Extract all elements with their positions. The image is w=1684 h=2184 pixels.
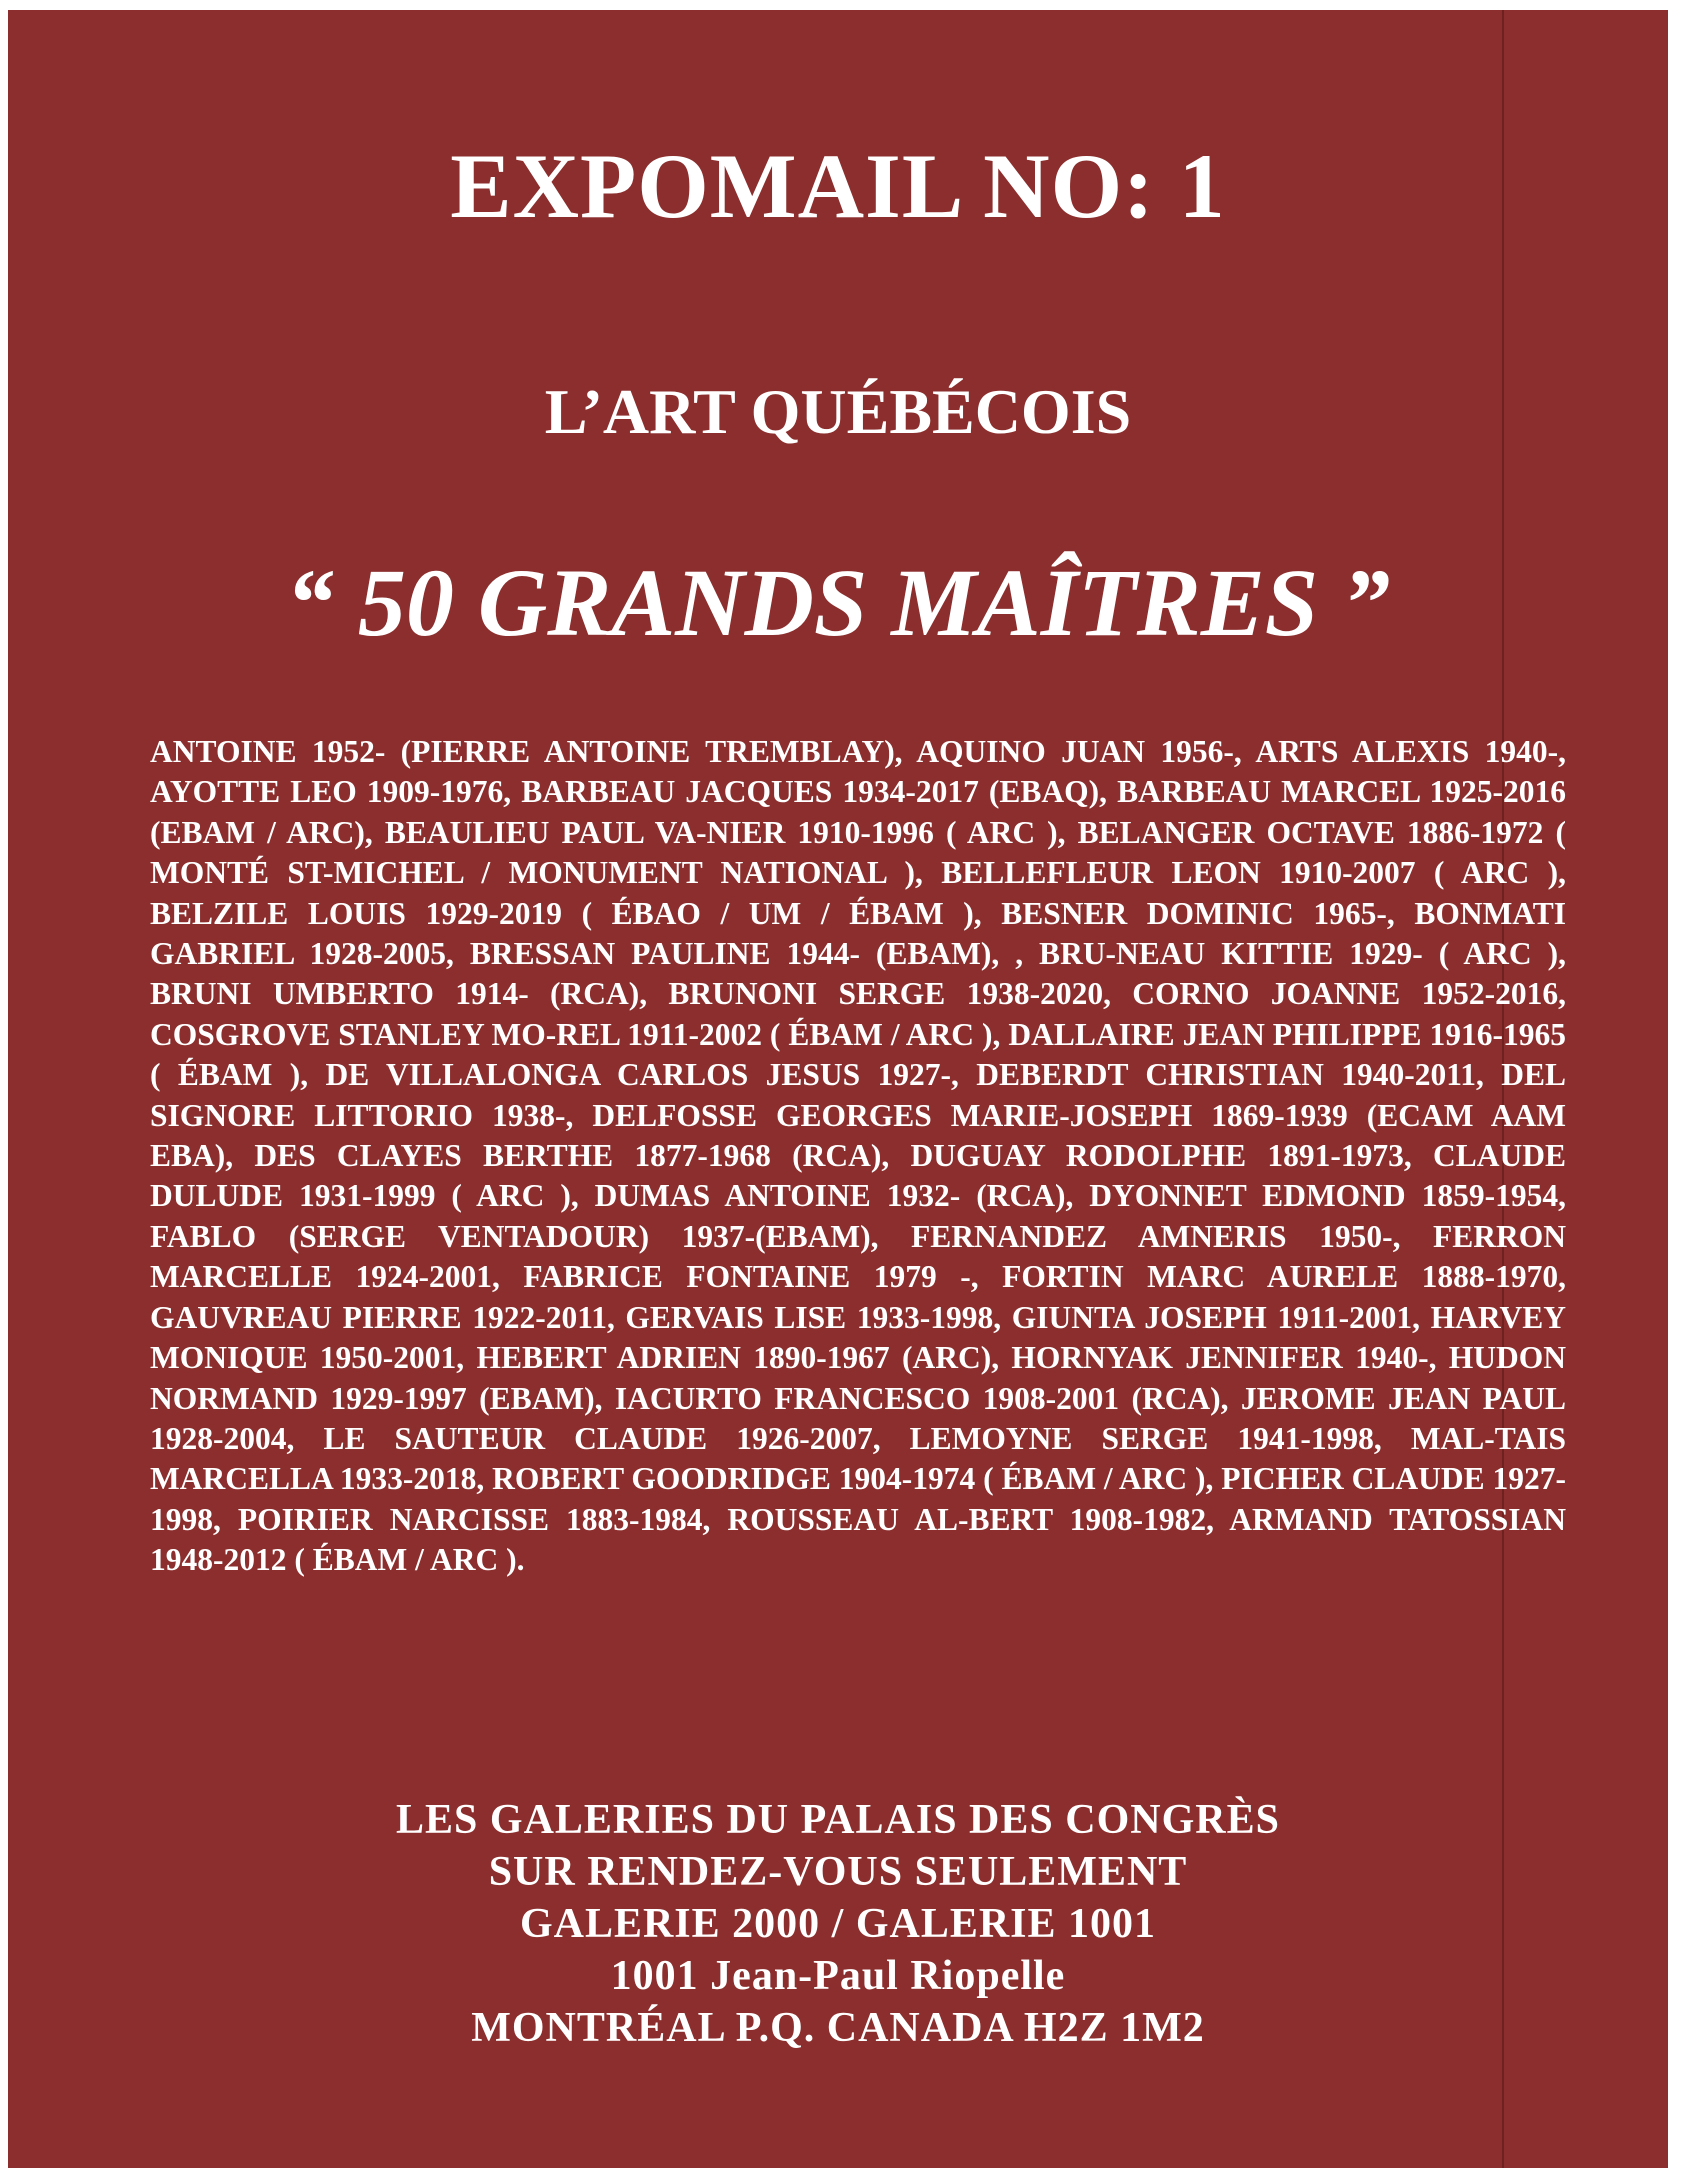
appointment-note: SUR RENDEZ-VOUS SEULEMENT: [488, 1849, 1188, 1895]
poster-title: EXPOMAIL NO: 1: [450, 135, 1226, 237]
poster-headline: “ 50 GRANDS MAÎTRES ”: [285, 549, 1391, 656]
poster-subtitle: L’ART QUÉBÉCOIS: [544, 376, 1132, 447]
city-postal: MONTRÉAL P.Q. CANADA H2Z 1M2: [471, 2005, 1205, 2051]
artists-list: ANTOINE 1952- (PIERRE ANTOINE TREMBLAY), AQUINO JUAN 1956-, ARTS ALEXIS 1940-, AYOTTE LEO 1909-1976, BARBEAU JACQUES 1934-2017 (EBAQ), BARBEAU MARCEL 1925-2016 (EBAM / ARC), BEAULIEU PAUL VA-NIER 1910-1996 ( ARC ), BELANGER OCTAVE 1886-1972 ( MONTÉ ST-MICHEL / MONUMENT NATIONAL ), BELLEFLEUR LEON 1910-2007 ( ARC ), BELZILE LOUIS 1929-2019 ( ÉBAO / UM / ÉBAM ), BESNER DOMINIC 1965-, BONMATI GABRIEL 1928-2005, BRESSAN PAULINE 1944- (EBAM), , BRU-NEAU KITTIE 1929- ( ARC ), BRUNI UMBERTO 1914- (RCA), BRUNONI SERGE 1938-2020, CORNO JOANNE 1952-2016, COSGROVE STANLEY MO-REL 1911-2002 ( ÉBAM / ARC ), DALLAIRE JEAN PHILIPPE 1916-1965 ( ÉBAM ), DE VILLALONGA CARLOS JESUS 1927-, DEBERDT CHRISTIAN 1940-2011, DEL SIGNORE LITTORIO 1938-, DELFOSSE GEORGES MARIE-JOSEPH 1869-1939 (ECAM AAM EBA), DES CLAYES BERTHE 1877-1968 (RCA), DUGUAY RODOLPHE 1891-1973, CLAUDE DULUDE 1931-1999 ( ARC ), DUMAS ANTOINE 1932- (RCA), DYONNET EDMOND 1859-1954, FABLO (SERGE VENTADOUR) 1937-(EBAM), FERNANDEZ AMNERIS 1950-, FERRON MARCELLE 1924-2001, FABRICE FONTAINE 1979 -, FORTIN MARC AURELE 1888-1970, GAUVREAU PIERRE 1922-2011, GERVAIS LISE 1933-1998, GIUNTA JOSEPH 1911-2001, HARVEY MONIQUE 1950-2001, HEBERT ADRIEN 1890-1967 (ARC), HORNYAK JENNIFER 1940-, HUDON NORMAND 1929-1997 (EBAM), IACURTO FRANCESCO 1908-2001 (RCA), JEROME JEAN PAUL 1928-2004, LE SAUTEUR CLAUDE 1926-2007, LEMOYNE SERGE 1941-1998, MAL-TAIS MARCELLA 1933-2018, ROBERT GOODRIDGE 1904-1974 ( ÉBAM / ARC ), PICHER CLAUDE 1927-1998, POIRIER NARCISSE 1883-1984, ROUSSEAU AL-BERT 1908-1982, ARMAND TATOSSIAN 1948-2012 ( ÉBAM / ARC ).: [150, 734, 1566, 1578]
poster: [8, 10, 1668, 2168]
street-address: 1001 Jean-Paul Riopelle: [610, 1953, 1066, 1999]
gallery-address: [8, 1794, 1668, 2054]
gallery-name: LES GALERIES DU PALAIS DES CONGRÈS: [396, 1797, 1280, 1843]
gallery-rooms: GALERIE 2000 / GALERIE 1001: [519, 1901, 1157, 1947]
